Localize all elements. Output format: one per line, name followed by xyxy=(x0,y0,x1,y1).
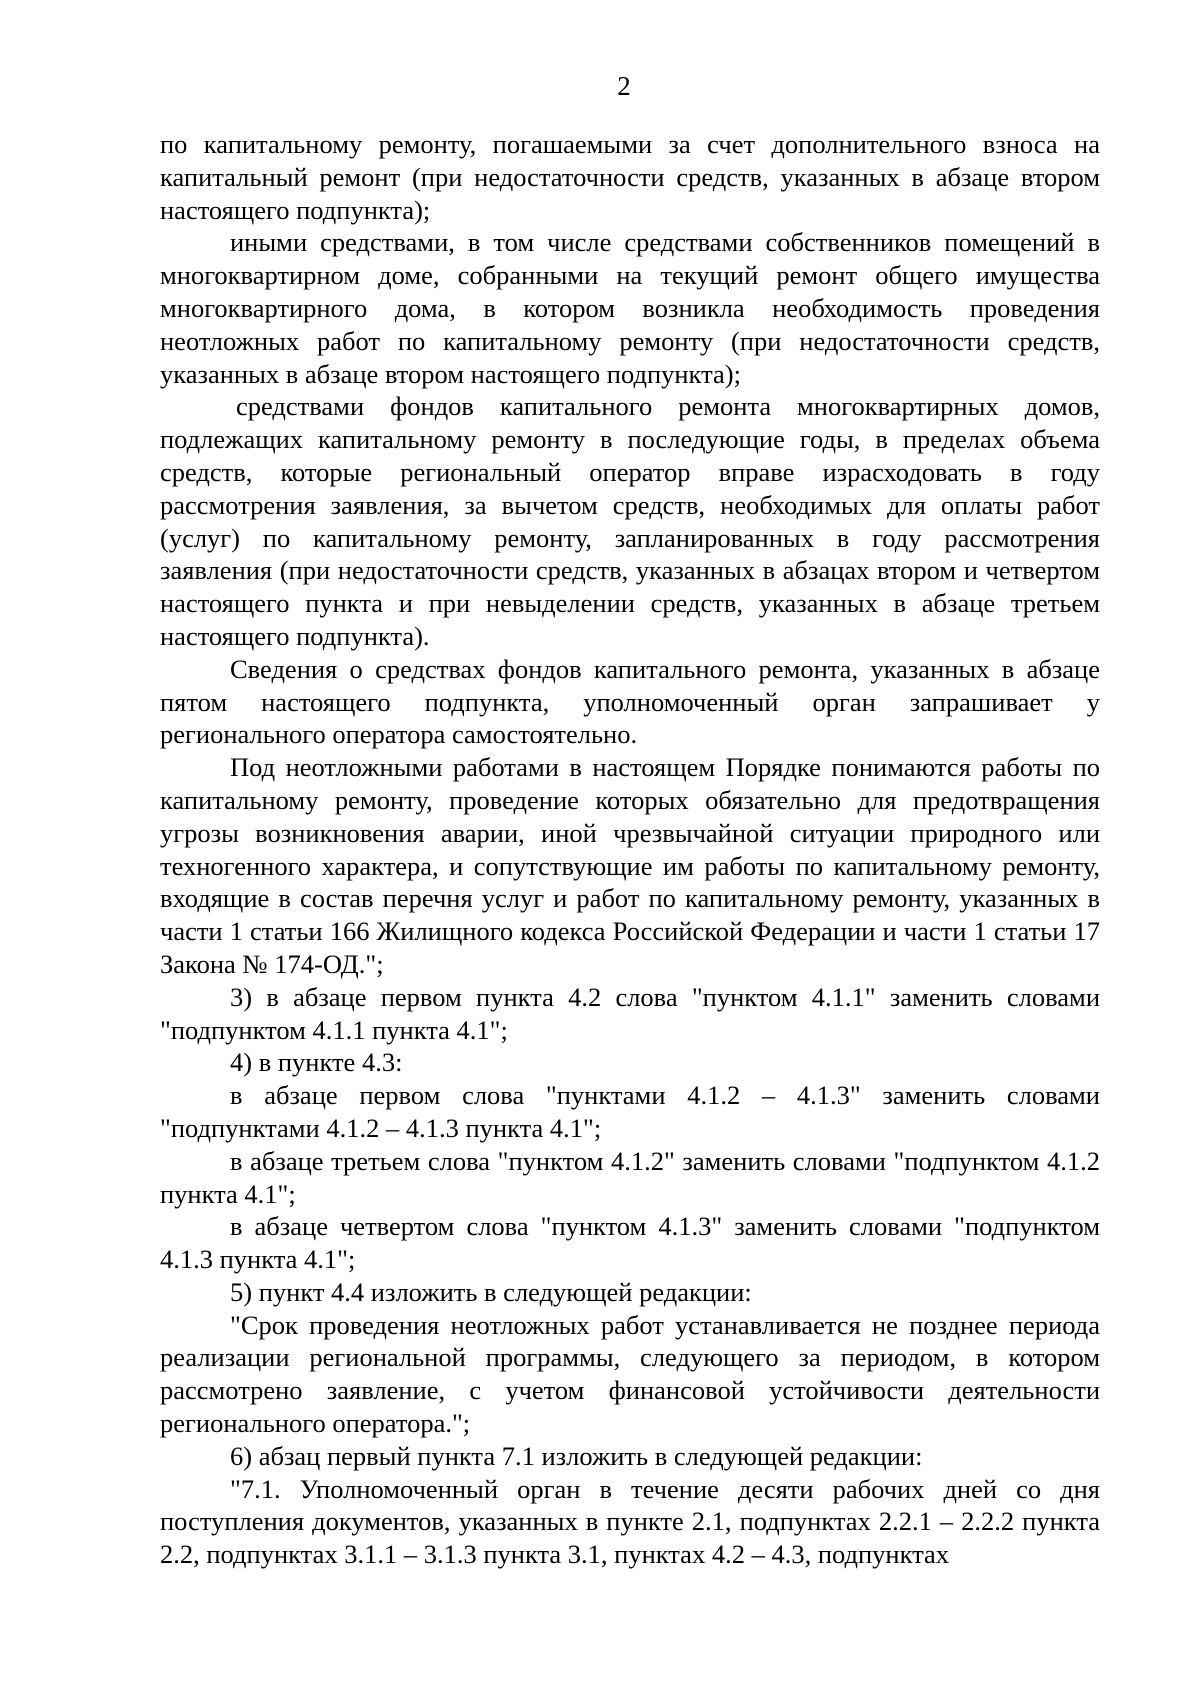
paragraph-8: в абзаце первом слова "пунктами 4.1.2 – 4.1.3" заменить словами "подпунктами 4.1.2 – 4.1.3 пункта 4.1"; xyxy=(160,1080,1100,1143)
paragraph-3: средствами фондов капитального ремонта многоквартирных домов, подлежащих капитальному ремонту в последующие годы, в пределах объема средств, которые региональный оператор вправе израсходовать в году рассмотрения заявления, за вычетом средств, необходимых для оплаты работ (услуг) по капитальному ремонту, запланированных в году рассмотрения заявления (при недостаточности средств, указанных в абзацах втором и четвертом настоящего пункта и при невыделении средств, указанных в абзаце третьем настоящего подпункта). xyxy=(160,391,1100,651)
paragraph-12: "Срок проведения неотложных работ устанавливается не позднее периода реализации региональной программы, следующего за периодом, в котором рассмотрено заявление, с учетом финансовой устойчивости деятельности регионального оператора."; xyxy=(160,1309,1100,1439)
paragraph-6: 3) в абзаце первом пункта 4.2 слова "пунктом 4.1.1" заменить словами "подпунктом 4.1.1 пункта 4.1"; xyxy=(160,981,1100,1045)
paragraph-7: 4) в пункте 4.3: xyxy=(230,1047,403,1078)
paragraph-1: по капитальному ремонту, погашаемыми за счет дополнительного взноса на капитальный ремонт (при недостаточности средств, указанных в абзаце втором настоящего подпункта); xyxy=(160,129,1100,225)
paragraph-11: 5) пункт 4.4 изложить в следующей редакции: xyxy=(230,1276,752,1307)
page-number: 2 xyxy=(617,71,631,101)
paragraph-14: "7.1. Уполномоченный орган в течение десяти рабочих дней со дня поступления документов, указанных в пункте 2.1, подпунктах 2.2.1 – 2.2.2 пункта 2.2, подпунктах 3.1.1 – 3.1.3 пункта 3.1, пунктах 4.2 – 4.3, подпунктах xyxy=(160,1473,1100,1570)
paragraph-5: Под неотложными работами в настоящем Порядке понимаются работы по капитальному ремонту, проведение которых обязательно для предотвращения угрозы возникновения аварии, иной чрезвычайной ситуации природного или техногенного характера, и сопутствующие им работы по капитальному ремонту, входящие в состав перечня услуг и работ по капитальному ремонту, указанных в части 1 статьи 166 Жилищного кодекса Российской Федерации и части 1 статьи 17 Закона № 174-ОД."; xyxy=(160,752,1100,979)
document-body xyxy=(160,128,1100,1571)
paragraph-4: Сведения о средствах фондов капитального ремонта, указанных в абзаце пятом настоящего подпункта, уполномоченный орган запрашивает у регионального оператора самостоятельно. xyxy=(160,653,1100,750)
paragraph-10: в абзаце четвертом слова "пунктом 4.1.3" заменить словами "подпунктом 4.1.3 пункта 4.1"; xyxy=(160,1211,1100,1275)
paragraph-9: в абзаце третьем слова "пунктом 4.1.2" заменить словами "подпунктом 4.1.2 пункта 4.1"; xyxy=(160,1145,1100,1209)
paragraph-13: 6) абзац первый пункта 7.1 изложить в следующей редакции: xyxy=(230,1440,923,1471)
paragraph-2: иными средствами, в том числе средствами собственников помещений в многоквартирном доме, собранными на текущий ремонт общего имущества многоквартирного дома, в котором возникла необходимость проведения неотложных работ по капитальному ремонту (при недостаточности средств, указанных в абзаце втором настоящего подпункта); xyxy=(160,227,1100,389)
